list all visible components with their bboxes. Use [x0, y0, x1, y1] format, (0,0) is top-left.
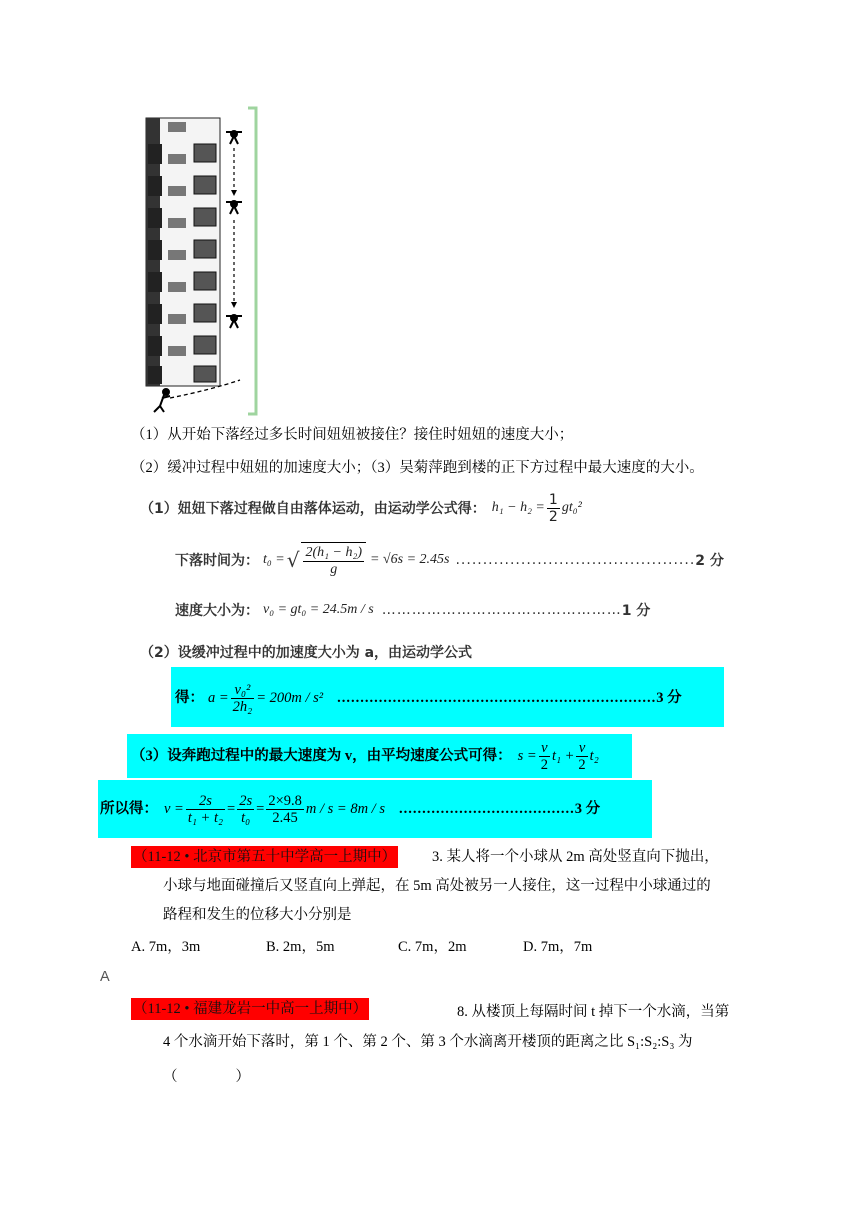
problem-part-2-3: （2）缓冲过程中妞妞的加速度大小；（3）吴菊萍跑到楼的正下方过程中最大速度的大小。 [131, 460, 704, 476]
building-illustration [140, 104, 262, 416]
formula-h1-h2: h₁ − h₂ = [491, 500, 545, 515]
q3-text-1: 3. 某人将一个小球从 2m 高处竖直向下抛出， [432, 849, 719, 865]
solution-line-5-label: 得： [175, 690, 204, 706]
q8-source-tag: （11-12 • 福建龙岩一中高一上期中） [131, 998, 369, 1020]
frac-half: $\frac{1}{2}$ [548, 491, 558, 525]
frac-2s-t1t2: $\frac{2s}{\text{t₁ + t₂}}$ [187, 792, 224, 826]
q3-option-b: B. 2m，5m [266, 939, 335, 955]
q8-text-2: 4 个水滴开始下落时，第 1 个、第 2 个、第 3 个水滴离开楼顶的距离之比 S₁:S₂:S₃ 为 [163, 1034, 693, 1050]
solution-line-6-text: （3）设奔跑过程中的最大速度为 v，由平均速度公式可得： [131, 748, 512, 764]
solution-line-5-result: = 200m / s² [256, 690, 324, 706]
q3-option-d: D. 7m，7m [523, 939, 593, 955]
q3-source-tag: （11-12 • 北京市第五十中学高一上期中） [131, 846, 398, 868]
q8-text-1: 8. 从楼顶上每隔时间 t 掉下一个水滴，当第 [457, 1004, 730, 1020]
solution-line-1 [140, 492, 582, 524]
formula-t0: t₀ = [263, 552, 285, 567]
dots: ............................................ [455, 552, 696, 568]
q3-option-a: A. 7m，3m [131, 939, 201, 955]
sqrt-body: $\frac{\text{2(h₁ − h₂)}}{g}$ [301, 542, 366, 578]
solution-line-5-score: 3 分 [656, 690, 682, 706]
solution-line-2 [175, 536, 724, 584]
problem-part-1: （1）从开始下落经过多长时间妞妞被接住？接住时妞妞的速度大小； [131, 427, 574, 443]
formula-gt0sq: gt₀² [561, 500, 582, 515]
solution-line-3-score: 1 分 [621, 603, 651, 619]
dots: ..................................................................... [337, 690, 657, 706]
sqrt-sign: √ [286, 548, 300, 572]
dots: ...................................... [398, 801, 575, 817]
formula-t2: t₂ [589, 748, 599, 764]
solution-line-3-label: 速度大小为： [175, 603, 259, 619]
solution-line-3 [175, 597, 650, 623]
solution-line-2-label: 下落时间为： [175, 553, 259, 569]
formula-s: s = [517, 748, 537, 764]
solution-line-6 [131, 737, 599, 775]
dots: ………………………………………… [381, 602, 622, 618]
frac-v0sq-2h2: $\frac{\text{v₀²}}{\text{2h₂}}$ [232, 681, 253, 715]
formula-t1-plus: t₁ + [551, 748, 575, 764]
frac-v2-a: $\frac{v}{2}$ [540, 739, 548, 773]
q3-option-c: C. 7m，2m [398, 939, 467, 955]
frac-numeric: $\frac{2\times 9.8}{2.45}$ [268, 792, 302, 826]
formula-v: v = [164, 801, 184, 817]
frac-2s-t0: $\frac{2s}{\text{t₀}}$ [239, 792, 253, 826]
solution-line-1-text: （1）妞妞下落过程做自由落体运动，由运动学公式得： [140, 501, 486, 517]
solution-line-2-result: = √6s = 2.45s [369, 552, 450, 567]
q3-answer: A [100, 969, 110, 985]
solution-line-4-text: （2）设缓冲过程中的加速度大小为 a，由运动学公式 [140, 645, 473, 661]
q3-text-2: 小球与地面碰撞后又竖直向上弹起，在 5m 高处被另一人接住，这一过程中小球通过的 [163, 878, 711, 894]
solution-line-3-formula: v₀ = gt₀ = 24.5m / s [263, 602, 374, 617]
solution-line-7-result: m / s = 8m / s [305, 801, 385, 817]
frac-v2-b: $\frac{v}{2}$ [578, 739, 586, 773]
formula-a: a = [208, 690, 229, 706]
solution-line-7: 所以得： v = $\frac{2s}{\text{t₁ + t₂}}$ = $\frac{2s}{\text{t₀}}$ = $\frac{2\times 9.8}{2.45}$ m / s = 8m / s ...................................... 3 分 [100, 792, 601, 826]
solution-line-4 [140, 640, 472, 664]
solution-line-5 [175, 676, 682, 720]
solution-line-2-score: 2 分 [695, 553, 724, 569]
solution-line-7-score: 3 分 [574, 801, 601, 817]
q8-text-3: （ ） [163, 1069, 250, 1085]
building-svg [140, 104, 262, 416]
solution-line-7-label: 所以得： [100, 801, 158, 817]
q3-text-3: 路程和发生的位移大小分别是 [163, 907, 352, 923]
